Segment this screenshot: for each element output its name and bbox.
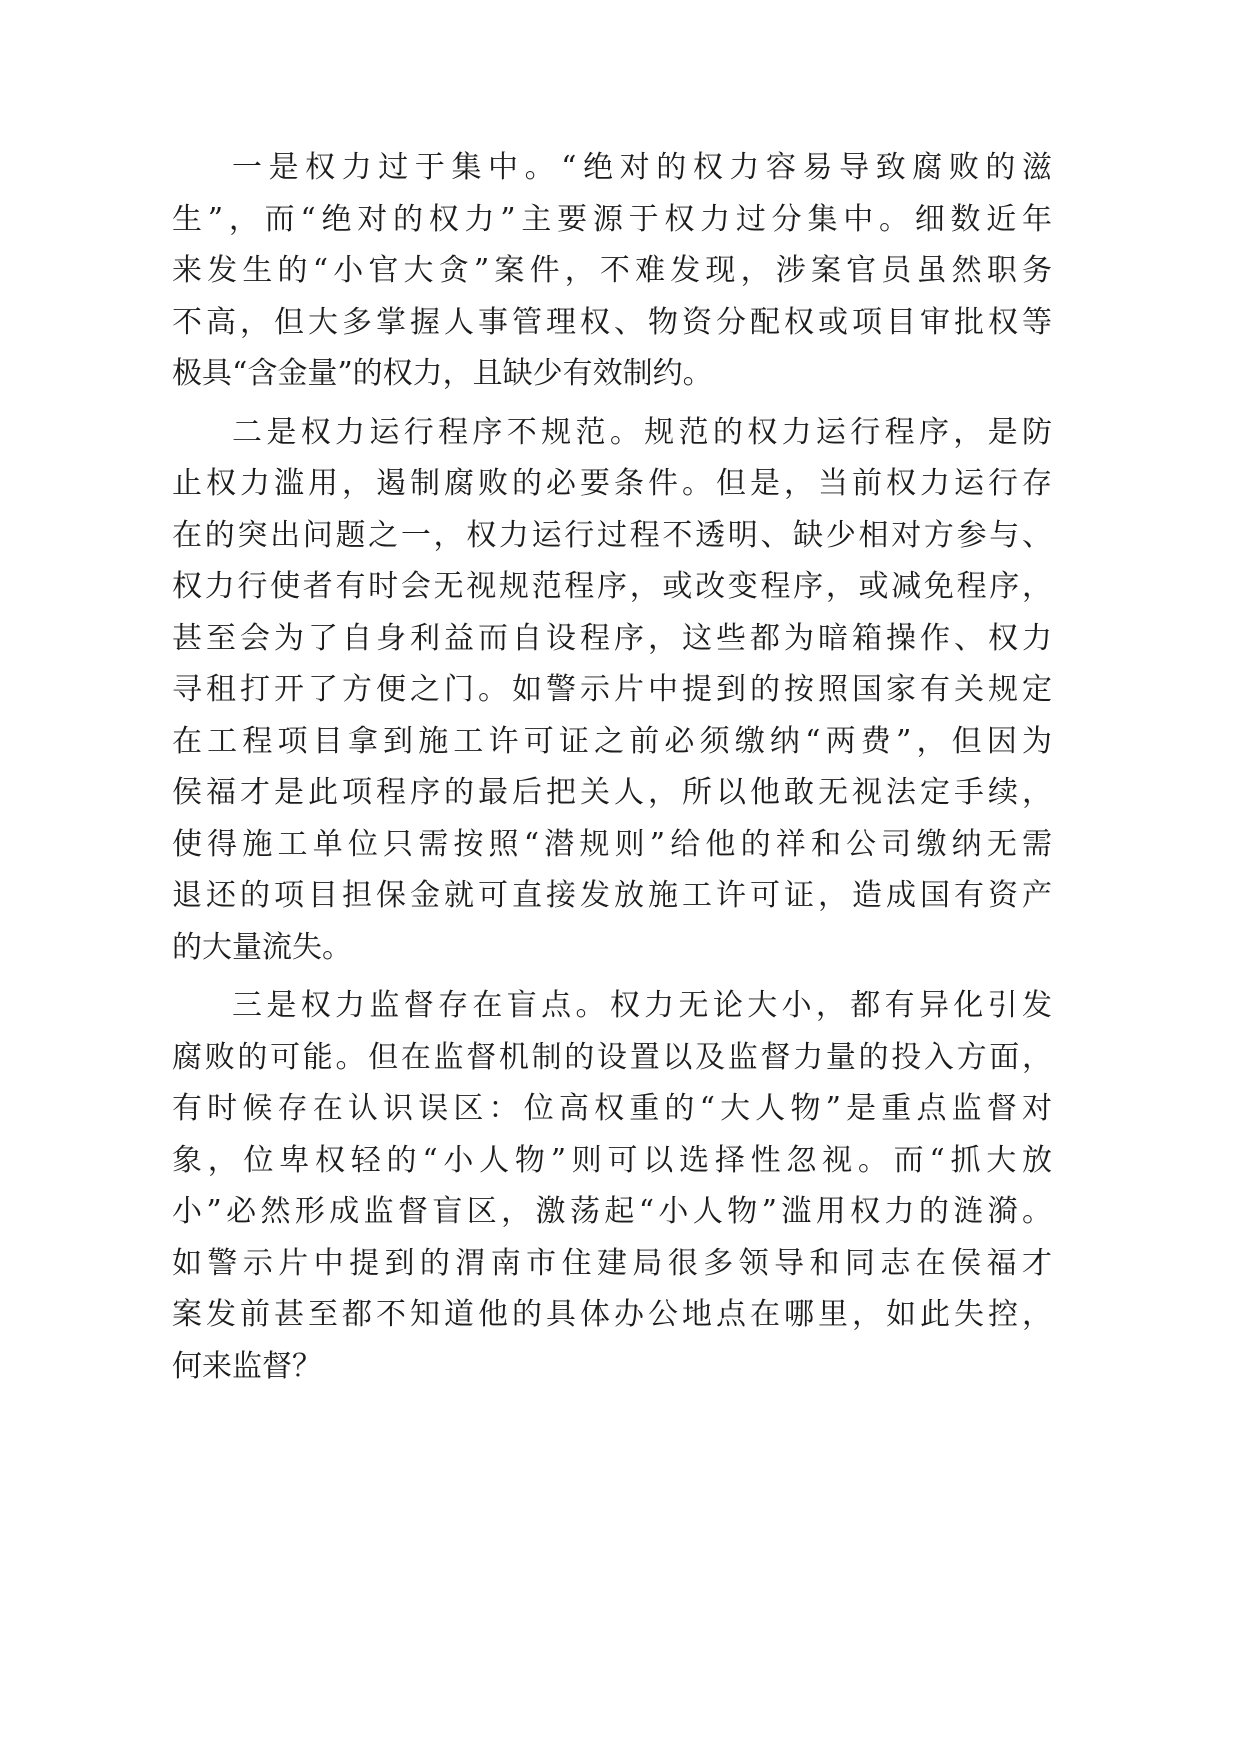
text-line: 腐败的可能。但在监督机制的设置以及监督力量的投入方面， [172,1039,1052,1075]
text-line: 一是权力过于集中。“绝对的权力容易导致腐败的滋 [232,150,1052,185]
document-body [172,142,1052,1399]
paragraph-1 [172,142,1052,400]
text-line: 案发前甚至都不知道他的具体办公地点在哪里，如此失控， [172,1297,1052,1332]
text-line: 的大量流失。 [172,929,352,965]
text-line: 小”必然形成监督盲区，激荡起“小人物”滥用权力的涟漪。 [172,1194,1052,1229]
text-line: 侯福才是此项程序的最后把关人，所以他敢无视法定手续， [172,775,1052,810]
text-line: 三是权力监督存在盲点。权力无论大小，都有异化引发 [232,988,1052,1023]
text-line: 象，位卑权轻的“小人物”则可以选择性忽视。而“抓大放 [172,1142,1052,1178]
paragraph-3 [172,980,1052,1392]
text-line: 寻租打开了方便之门。如警示片中提到的按照国家有关规定 [172,672,1052,707]
text-line: 二是权力运行程序不规范。规范的权力运行程序，是防 [232,414,1052,450]
text-line: 权力行使者有时会无视规范程序，或改变程序，或减免程序， [172,569,1052,604]
text-line: 在工程项目拿到施工许可证之前必须缴纳“两费”，但因为 [172,723,1052,759]
text-line: 有时候存在认识误区：位高权重的“大人物”是重点监督对 [172,1091,1052,1126]
text-line: 使得施工单位只需按照“潜规则”给他的祥和公司缴纳无需 [172,826,1052,862]
text-line: 在的突出问题之一，权力运行过程不透明、缺少相对方参与、 [172,517,1052,553]
text-line: 来发生的“小官大贪”案件，不难发现，涉案官员虽然职务 [172,253,1052,288]
text-line: 甚至会为了自身利益而自设程序，这些都为暗箱操作、权力 [172,620,1052,656]
text-line: 止权力滥用，遏制腐败的必要条件。但是，当前权力运行存 [172,466,1052,501]
text-line: 不高，但大多掌握人事管理权、物资分配权或项目审批权等 [172,304,1052,340]
text-line: 生”，而“绝对的权力”主要源于权力过分集中。细数近年 [172,201,1052,237]
text-line: 如警示片中提到的渭南市住建局很多领导和同志在侯福才 [172,1245,1052,1281]
text-line: 何来监督？ [172,1348,322,1384]
text-line: 退还的项目担保金就可直接发放施工许可证，造成国有资产 [172,878,1052,913]
paragraph-2 [172,407,1052,974]
text-line: 极具“含金量”的权力，且缺少有效制约。 [172,356,713,391]
